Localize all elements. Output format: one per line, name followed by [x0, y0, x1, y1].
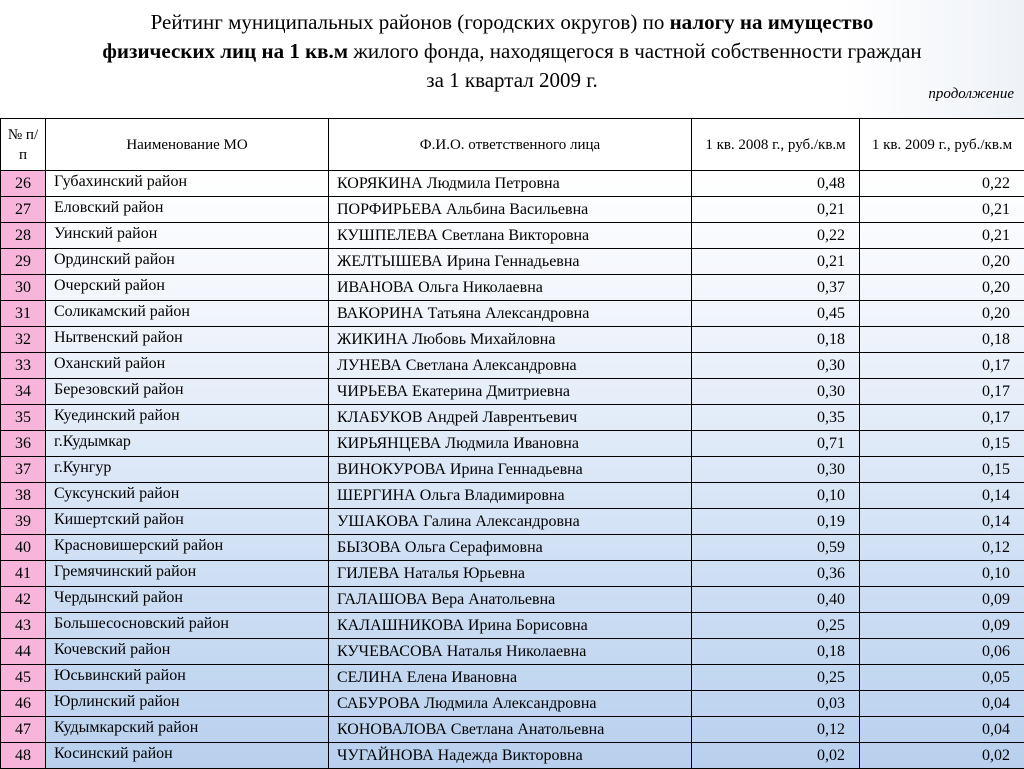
q1-2009-value-cell: 0,14: [860, 483, 1024, 509]
responsible-person-cell: КОРЯКИНА Людмила Петровна: [329, 171, 692, 197]
row-number-cell: 44: [1, 639, 46, 665]
mo-name-cell: Очерский район: [46, 275, 329, 301]
q1-2009-value-cell: 0,12: [860, 535, 1024, 561]
table-row: [1, 483, 1024, 509]
responsible-person-cell: ВАКОРИНА Татьяна Александровна: [329, 301, 692, 327]
mo-name-cell: Юрлинский район: [46, 691, 329, 717]
table-row: [1, 353, 1024, 379]
q1-2008-value-cell: 0,71: [692, 431, 860, 457]
table-row: [1, 405, 1024, 431]
mo-name-cell: Кочевский район: [46, 639, 329, 665]
q1-2008-value-cell: 0,18: [692, 639, 860, 665]
table-row: [1, 561, 1024, 587]
responsible-person-cell: СЕЛИНА Елена Ивановна: [329, 665, 692, 691]
q1-2009-value-cell: 0,20: [860, 249, 1024, 275]
row-number-cell: 37: [1, 457, 46, 483]
row-number-cell: 38: [1, 483, 46, 509]
q1-2008-value-cell: 0,30: [692, 379, 860, 405]
q1-2008-value-cell: 0,03: [692, 691, 860, 717]
responsible-person-cell: ЧУГАЙНОВА Надежда Викторовна: [329, 743, 692, 769]
table-body: [1, 171, 1024, 769]
page-title: [0, 8, 1024, 95]
q1-2008-value-cell: 0,40: [692, 587, 860, 613]
header-num: № п/п: [1, 119, 46, 171]
row-number-cell: 48: [1, 743, 46, 769]
responsible-person-cell: ЖЕЛТЫШЕВА Ирина Геннадьевна: [329, 249, 692, 275]
table-row: [1, 639, 1024, 665]
row-number-cell: 35: [1, 405, 46, 431]
rating-table: [0, 118, 1024, 769]
q1-2008-value-cell: 0,21: [692, 197, 860, 223]
responsible-person-cell: КАЛАШНИКОВА Ирина Борисовна: [329, 613, 692, 639]
q1-2008-value-cell: 0,12: [692, 717, 860, 743]
q1-2009-value-cell: 0,02: [860, 743, 1024, 769]
q1-2008-value-cell: 0,19: [692, 509, 860, 535]
mo-name-cell: Березовский район: [46, 379, 329, 405]
table-row: [1, 535, 1024, 561]
table-row: [1, 665, 1024, 691]
q1-2008-value-cell: 0,48: [692, 171, 860, 197]
table-row: [1, 275, 1024, 301]
table-row: [1, 587, 1024, 613]
row-number-cell: 33: [1, 353, 46, 379]
q1-2009-value-cell: 0,09: [860, 587, 1024, 613]
q1-2009-value-cell: 0,14: [860, 509, 1024, 535]
responsible-person-cell: ЖИКИНА Любовь Михайловна: [329, 327, 692, 353]
responsible-person-cell: ГАЛАШОВА Вера Анатольевна: [329, 587, 692, 613]
mo-name-cell: Юсьвинский район: [46, 665, 329, 691]
table-row: [1, 431, 1024, 457]
row-number-cell: 32: [1, 327, 46, 353]
header-q1-2008: 1 кв. 2008 г., руб./кв.м: [692, 119, 860, 171]
table-row: [1, 301, 1024, 327]
q1-2009-value-cell: 0,18: [860, 327, 1024, 353]
table-row: [1, 379, 1024, 405]
title-bold-2: физических лиц на 1 кв.м: [102, 39, 348, 63]
mo-name-cell: Уинский район: [46, 223, 329, 249]
q1-2009-value-cell: 0,21: [860, 197, 1024, 223]
q1-2008-value-cell: 0,45: [692, 301, 860, 327]
q1-2009-value-cell: 0,17: [860, 379, 1024, 405]
table-row: [1, 509, 1024, 535]
q1-2008-value-cell: 0,25: [692, 613, 860, 639]
title-part-1: Рейтинг муниципальных районов (городских округов) по: [151, 10, 670, 34]
mo-name-cell: Кишертский район: [46, 509, 329, 535]
q1-2009-value-cell: 0,06: [860, 639, 1024, 665]
responsible-person-cell: ИВАНОВА Ольга Николаевна: [329, 275, 692, 301]
row-number-cell: 31: [1, 301, 46, 327]
mo-name-cell: Суксунский район: [46, 483, 329, 509]
table-row: [1, 743, 1024, 769]
q1-2008-value-cell: 0,18: [692, 327, 860, 353]
mo-name-cell: Соликамский район: [46, 301, 329, 327]
table-row: [1, 223, 1024, 249]
q1-2009-value-cell: 0,05: [860, 665, 1024, 691]
q1-2009-value-cell: 0,04: [860, 717, 1024, 743]
mo-name-cell: Кудымкарский район: [46, 717, 329, 743]
mo-name-cell: Нытвенский район: [46, 327, 329, 353]
mo-name-cell: Большесосновский район: [46, 613, 329, 639]
table-row: [1, 691, 1024, 717]
table-row: [1, 197, 1024, 223]
title-part-3: за 1 квартал 2009 г.: [426, 68, 597, 92]
q1-2008-value-cell: 0,25: [692, 665, 860, 691]
table-header-row: [1, 119, 1024, 171]
row-number-cell: 42: [1, 587, 46, 613]
q1-2009-value-cell: 0,10: [860, 561, 1024, 587]
continued-label: продолжение: [928, 86, 1014, 103]
q1-2009-value-cell: 0,20: [860, 301, 1024, 327]
header-person: Ф.И.О. ответственного лица: [329, 119, 692, 171]
responsible-person-cell: КЛАБУКОВ Андрей Лаврентьевич: [329, 405, 692, 431]
q1-2009-value-cell: 0,15: [860, 457, 1024, 483]
row-number-cell: 46: [1, 691, 46, 717]
row-number-cell: 36: [1, 431, 46, 457]
q1-2009-value-cell: 0,17: [860, 353, 1024, 379]
table-row: [1, 249, 1024, 275]
row-number-cell: 28: [1, 223, 46, 249]
row-number-cell: 34: [1, 379, 46, 405]
responsible-person-cell: ЧИРЬЕВА Екатерина Дмитриевна: [329, 379, 692, 405]
mo-name-cell: г.Кунгур: [46, 457, 329, 483]
mo-name-cell: Еловский район: [46, 197, 329, 223]
q1-2008-value-cell: 0,21: [692, 249, 860, 275]
q1-2009-value-cell: 0,04: [860, 691, 1024, 717]
responsible-person-cell: ПОРФИРЬЕВА Альбина Васильевна: [329, 197, 692, 223]
responsible-person-cell: КУЧЕВАСОВА Наталья Николаевна: [329, 639, 692, 665]
responsible-person-cell: ГИЛЕВА Наталья Юрьевна: [329, 561, 692, 587]
row-number-cell: 40: [1, 535, 46, 561]
table-row: [1, 717, 1024, 743]
responsible-person-cell: КИРЬЯНЦЕВА Людмила Ивановна: [329, 431, 692, 457]
row-number-cell: 47: [1, 717, 46, 743]
q1-2008-value-cell: 0,30: [692, 457, 860, 483]
q1-2009-value-cell: 0,20: [860, 275, 1024, 301]
table-row: [1, 327, 1024, 353]
row-number-cell: 30: [1, 275, 46, 301]
q1-2008-value-cell: 0,02: [692, 743, 860, 769]
mo-name-cell: Куединский район: [46, 405, 329, 431]
q1-2009-value-cell: 0,17: [860, 405, 1024, 431]
mo-name-cell: Косинский район: [46, 743, 329, 769]
row-number-cell: 45: [1, 665, 46, 691]
title-bold-1: налогу на имущество: [670, 10, 874, 34]
row-number-cell: 26: [1, 171, 46, 197]
responsible-person-cell: КОНОВАЛОВА Светлана Анатольевна: [329, 717, 692, 743]
q1-2009-value-cell: 0,09: [860, 613, 1024, 639]
mo-name-cell: Ординский район: [46, 249, 329, 275]
table-row: [1, 613, 1024, 639]
responsible-person-cell: САБУРОВА Людмила Александровна: [329, 691, 692, 717]
mo-name-cell: Оханский район: [46, 353, 329, 379]
responsible-person-cell: БЫЗОВА Ольга Серафимовна: [329, 535, 692, 561]
header-q1-2009: 1 кв. 2009 г., руб./кв.м: [860, 119, 1024, 171]
q1-2008-value-cell: 0,30: [692, 353, 860, 379]
table-row: [1, 171, 1024, 197]
q1-2008-value-cell: 0,36: [692, 561, 860, 587]
row-number-cell: 43: [1, 613, 46, 639]
q1-2009-value-cell: 0,21: [860, 223, 1024, 249]
row-number-cell: 41: [1, 561, 46, 587]
q1-2008-value-cell: 0,59: [692, 535, 860, 561]
mo-name-cell: Красновишерский район: [46, 535, 329, 561]
mo-name-cell: г.Кудымкар: [46, 431, 329, 457]
header-mo-name: Наименование МО: [46, 119, 329, 171]
title-part-2: жилого фонда, находящегося в частной собственности граждан: [348, 39, 922, 63]
q1-2008-value-cell: 0,10: [692, 483, 860, 509]
row-number-cell: 39: [1, 509, 46, 535]
responsible-person-cell: ВИНОКУРОВА Ирина Геннадьевна: [329, 457, 692, 483]
q1-2008-value-cell: 0,37: [692, 275, 860, 301]
mo-name-cell: Гремячинский район: [46, 561, 329, 587]
responsible-person-cell: ШЕРГИНА Ольга Владимировна: [329, 483, 692, 509]
q1-2008-value-cell: 0,22: [692, 223, 860, 249]
responsible-person-cell: ЛУНЕВА Светлана Александровна: [329, 353, 692, 379]
responsible-person-cell: КУШПЕЛЕВА Светлана Викторовна: [329, 223, 692, 249]
row-number-cell: 29: [1, 249, 46, 275]
q1-2009-value-cell: 0,15: [860, 431, 1024, 457]
row-number-cell: 27: [1, 197, 46, 223]
table-row: [1, 457, 1024, 483]
q1-2009-value-cell: 0,22: [860, 171, 1024, 197]
q1-2008-value-cell: 0,35: [692, 405, 860, 431]
mo-name-cell: Губахинский район: [46, 171, 329, 197]
responsible-person-cell: УШАКОВА Галина Александровна: [329, 509, 692, 535]
mo-name-cell: Чердынский район: [46, 587, 329, 613]
